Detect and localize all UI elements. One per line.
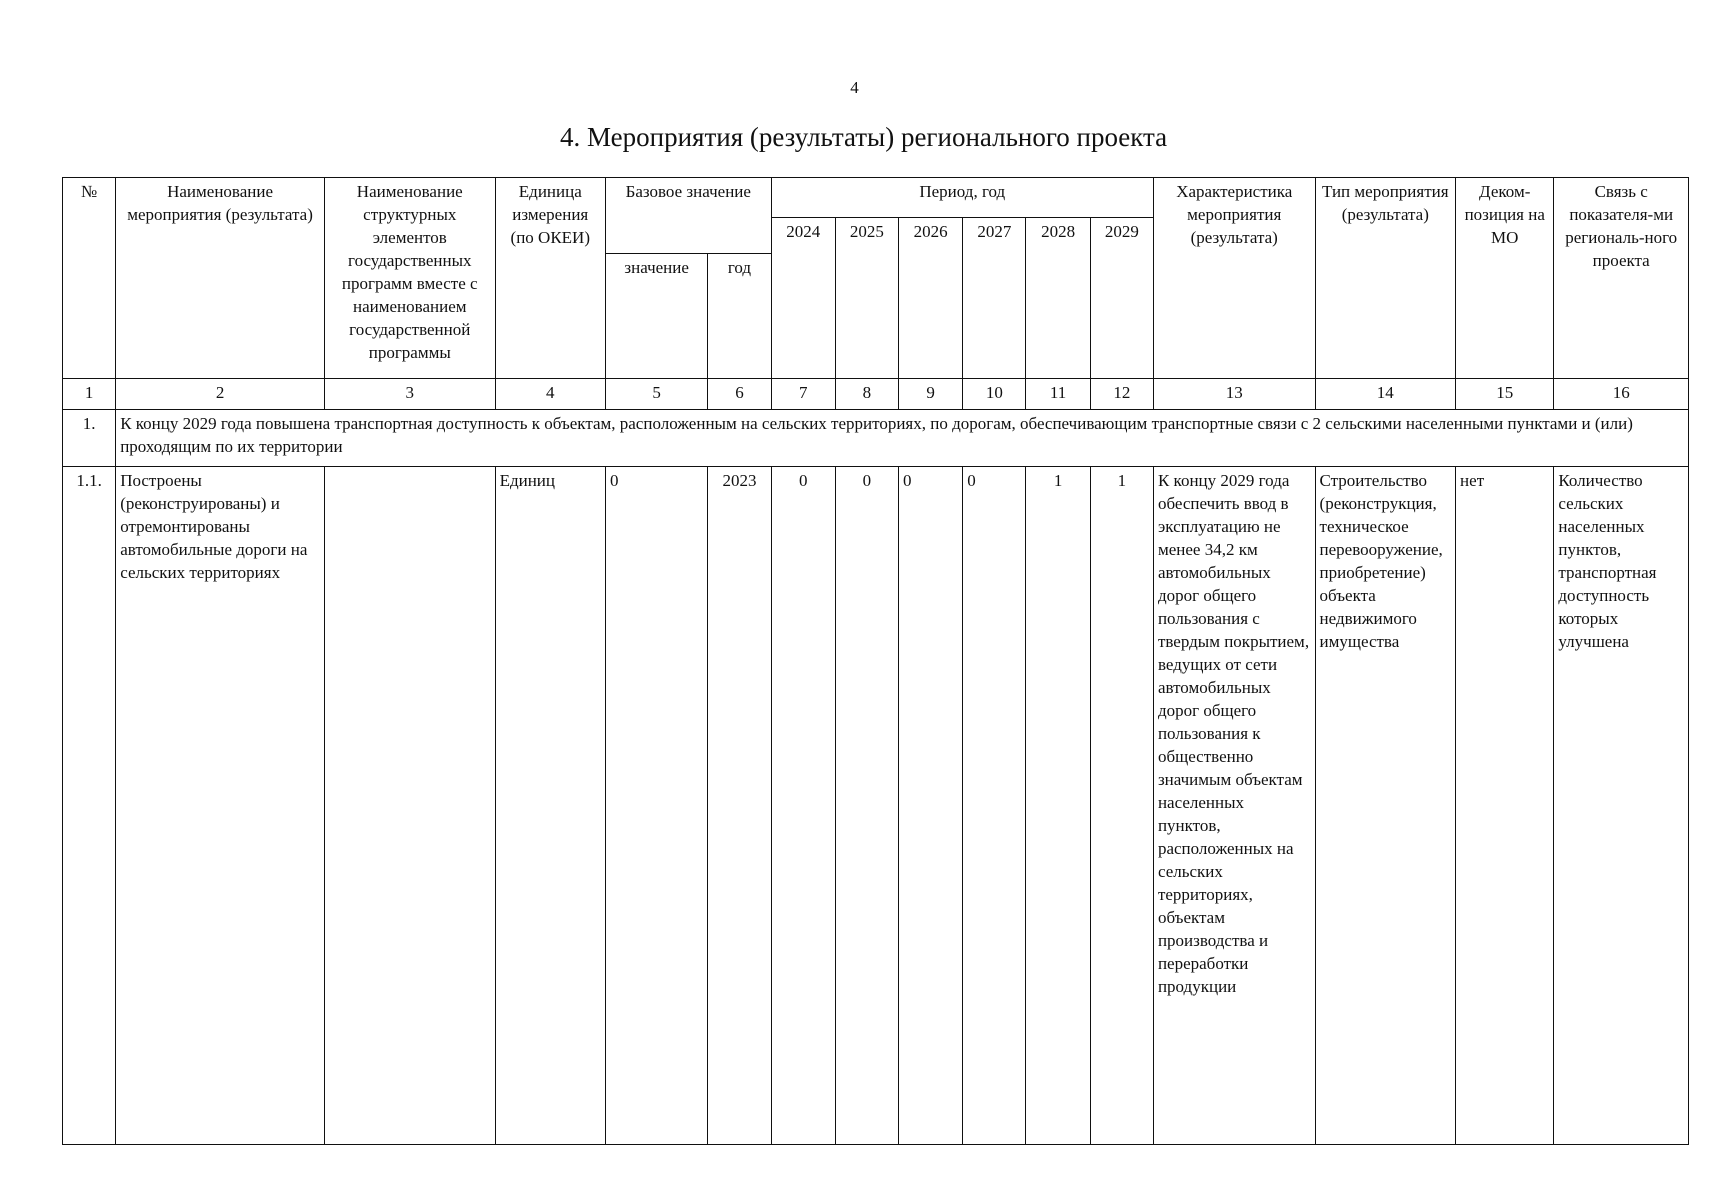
column-number: 3 (324, 379, 495, 410)
column-number: 11 (1026, 379, 1090, 410)
column-number: 10 (963, 379, 1026, 410)
header-base-value: Базовое значение (605, 178, 771, 254)
header-structural-elements: Наименование структурных элементов государственных программ вместе с наименованием государственной программы (324, 178, 495, 379)
column-number: 12 (1090, 379, 1153, 410)
row-year-value: 0 (899, 467, 963, 1145)
page-number: 4 (850, 78, 859, 97)
header-indicator-link: Связь с показателя-ми региональ-ного проекта (1554, 178, 1689, 379)
page-title: 4. Мероприятия (результаты) регионального проекта (560, 122, 1168, 152)
row-base-year: 2023 (708, 467, 771, 1145)
row-year-value: 0 (771, 467, 835, 1145)
header-year: 2027 (963, 218, 1026, 379)
column-number: 4 (495, 379, 605, 410)
column-number: 6 (708, 379, 771, 410)
header-number: № (63, 178, 116, 379)
header-type: Тип мероприятия (результата) (1315, 178, 1456, 379)
column-number: 13 (1153, 379, 1315, 410)
column-number: 15 (1456, 379, 1554, 410)
section-number: 1. (63, 410, 116, 467)
row-year-value: 1 (1026, 467, 1090, 1145)
row-indicator-link: Количество сельских населенных пунктов, транспортная доступность которых улучшена (1554, 467, 1689, 1145)
header-period: Период, год (771, 178, 1153, 218)
row-activity-name: Построены (реконструированы) и отремонтированы автомобильные дороги на сельских территориях (116, 467, 325, 1145)
header-base-year: год (708, 254, 771, 379)
section-goal-text: К концу 2029 года повышена транспортная доступность к объектам, расположенным на сельских территориях, по дорогам, обеспечивающим транспортные связи с 2 сельскими населенными пунктами и (или) проходящим по их территории (116, 410, 1689, 467)
header-year: 2029 (1090, 218, 1153, 379)
header-unit: Единица измерения (по ОКЕИ) (495, 178, 605, 379)
row-year-value: 0 (963, 467, 1026, 1145)
row-type: Строительство (реконструкция, техническое перевооружение, приобретение) объекта недвижимого имущества (1315, 467, 1456, 1145)
column-number: 8 (835, 379, 898, 410)
header-year: 2024 (771, 218, 835, 379)
row-structural-elements (324, 467, 495, 1145)
column-number: 2 (116, 379, 325, 410)
row-number: 1.1. (63, 467, 116, 1145)
column-number: 1 (63, 379, 116, 410)
column-number: 5 (605, 379, 707, 410)
row-characteristic: К концу 2029 года обеспечить ввод в эксплуатацию не менее 34,2 км автомобильных дорог общего пользования с твердым покрытием, ведущих от сети автомобильных дорог общего пользования к общественно значимым объектам населенных пунктов, расположенных на сельских территориях, объектам производства и переработки продукции (1153, 467, 1315, 1145)
row-year-value: 0 (835, 467, 898, 1145)
header-year: 2028 (1026, 218, 1090, 379)
column-number: 7 (771, 379, 835, 410)
header-activity-name: Наименование мероприятия (результата) (116, 178, 325, 379)
column-number: 14 (1315, 379, 1456, 410)
header-base-value-amount: значение (605, 254, 707, 379)
row-decomposition: нет (1456, 467, 1554, 1145)
column-number: 16 (1554, 379, 1689, 410)
row-base-value: 0 (605, 467, 707, 1145)
row-year-value: 1 (1090, 467, 1153, 1145)
project-activities-table (62, 177, 1689, 1145)
header-decomposition: Деком-позиция на МО (1456, 178, 1554, 379)
column-number: 9 (899, 379, 963, 410)
header-characteristic: Характеристика мероприятия (результата) (1153, 178, 1315, 379)
row-unit: Единиц (495, 467, 605, 1145)
table-row (63, 467, 1689, 1145)
header-year: 2025 (835, 218, 898, 379)
header-year: 2026 (899, 218, 963, 379)
